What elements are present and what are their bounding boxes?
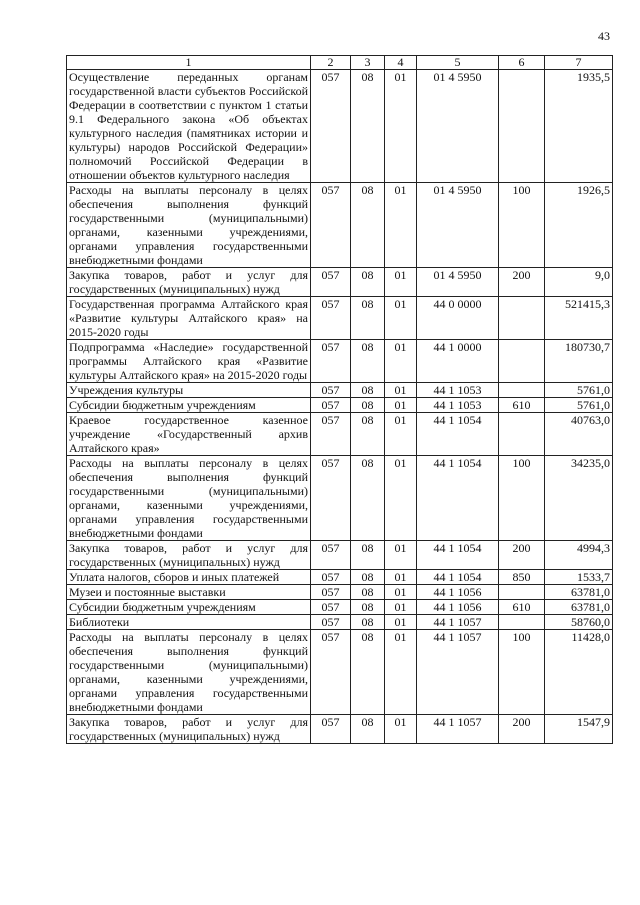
- row-subsection-code: 01: [385, 297, 417, 340]
- row-ved-code: 057: [311, 715, 351, 744]
- row-subsection-code: 01: [385, 340, 417, 383]
- table-row: [67, 615, 613, 630]
- row-section-code: 08: [351, 413, 385, 456]
- row-expense-type: [499, 383, 545, 398]
- row-section-code: 08: [351, 340, 385, 383]
- header-col-4: 4: [385, 56, 417, 70]
- row-amount: 1533,7: [545, 570, 613, 585]
- header-col-6: 6: [499, 56, 545, 70]
- row-section-code: 08: [351, 541, 385, 570]
- row-section-code: 08: [351, 585, 385, 600]
- row-ved-code: 057: [311, 600, 351, 615]
- table-row: [67, 297, 613, 340]
- row-ved-code: 057: [311, 585, 351, 600]
- row-target-code: 44 1 1054: [417, 570, 499, 585]
- row-name: Субсидии бюджетным учреждениям: [67, 398, 311, 413]
- row-amount: 34235,0: [545, 456, 613, 541]
- row-target-code: 01 4 5950: [417, 268, 499, 297]
- row-amount: 63781,0: [545, 585, 613, 600]
- row-name: Закупка товаров, работ и услуг для государственных (муниципальных) нужд: [67, 541, 311, 570]
- row-section-code: 08: [351, 570, 385, 585]
- row-amount: 11428,0: [545, 630, 613, 715]
- row-ved-code: 057: [311, 541, 351, 570]
- row-subsection-code: 01: [385, 615, 417, 630]
- row-amount: 40763,0: [545, 413, 613, 456]
- table-row: [67, 398, 613, 413]
- row-amount: 4994,3: [545, 541, 613, 570]
- row-expense-type: 100: [499, 456, 545, 541]
- table-row: [67, 413, 613, 456]
- table-row: [67, 541, 613, 570]
- row-name: Закупка товаров, работ и услуг для государственных (муниципальных) нужд: [67, 715, 311, 744]
- row-amount: 180730,7: [545, 340, 613, 383]
- table-row: [67, 70, 613, 183]
- row-subsection-code: 01: [385, 268, 417, 297]
- row-ved-code: 057: [311, 183, 351, 268]
- row-target-code: 44 1 1057: [417, 630, 499, 715]
- row-name: Уплата налогов, сборов и иных платежей: [67, 570, 311, 585]
- row-ved-code: 057: [311, 630, 351, 715]
- table-row: [67, 268, 613, 297]
- header-col-2: 2: [311, 56, 351, 70]
- row-section-code: 08: [351, 183, 385, 268]
- row-target-code: 01 4 5950: [417, 70, 499, 183]
- row-expense-type: [499, 340, 545, 383]
- row-expense-type: 610: [499, 600, 545, 615]
- row-subsection-code: 01: [385, 398, 417, 413]
- row-ved-code: 057: [311, 456, 351, 541]
- row-expense-type: [499, 297, 545, 340]
- row-target-code: 44 1 1053: [417, 398, 499, 413]
- row-amount: 63781,0: [545, 600, 613, 615]
- row-ved-code: 057: [311, 297, 351, 340]
- row-ved-code: 057: [311, 383, 351, 398]
- row-name: Учреждения культуры: [67, 383, 311, 398]
- row-section-code: 08: [351, 383, 385, 398]
- header-col-7: 7: [545, 56, 613, 70]
- row-name: Государственная программа Алтайского края «Развитие культуры Алтайского края» на 2015-2020 годы: [67, 297, 311, 340]
- row-amount: 5761,0: [545, 383, 613, 398]
- row-amount: 1547,9: [545, 715, 613, 744]
- row-section-code: 08: [351, 70, 385, 183]
- row-expense-type: [499, 615, 545, 630]
- row-target-code: 44 1 1057: [417, 615, 499, 630]
- row-expense-type: [499, 70, 545, 183]
- row-amount: 58760,0: [545, 615, 613, 630]
- row-ved-code: 057: [311, 398, 351, 413]
- row-ved-code: 057: [311, 570, 351, 585]
- row-subsection-code: 01: [385, 585, 417, 600]
- row-name: Музеи и постоянные выставки: [67, 585, 311, 600]
- row-section-code: 08: [351, 297, 385, 340]
- row-subsection-code: 01: [385, 413, 417, 456]
- row-subsection-code: 01: [385, 715, 417, 744]
- row-section-code: 08: [351, 268, 385, 297]
- table-row: [67, 630, 613, 715]
- row-expense-type: 200: [499, 541, 545, 570]
- row-name: Расходы на выплаты персоналу в целях обеспечения выполнения функций государственными (муниципальными) органами, казенными учреждениями, органами управления государственными внебюджетными фондами: [67, 630, 311, 715]
- row-amount: 1926,5: [545, 183, 613, 268]
- row-subsection-code: 01: [385, 383, 417, 398]
- header-col-3: 3: [351, 56, 385, 70]
- table-body: [67, 70, 613, 744]
- row-target-code: 44 1 1054: [417, 456, 499, 541]
- table-row: [67, 340, 613, 383]
- row-subsection-code: 01: [385, 456, 417, 541]
- row-amount: 9,0: [545, 268, 613, 297]
- row-expense-type: 850: [499, 570, 545, 585]
- row-ved-code: 057: [311, 340, 351, 383]
- row-subsection-code: 01: [385, 541, 417, 570]
- row-expense-type: 200: [499, 268, 545, 297]
- row-ved-code: 057: [311, 413, 351, 456]
- row-name: Подпрограмма «Наследие» государственной программы Алтайского края «Развитие культуры Алтайского края» на 2015-2020 годы: [67, 340, 311, 383]
- row-name: Краевое государственное казенное учреждение «Государственный архив Алтайского края»: [67, 413, 311, 456]
- row-target-code: 44 1 1053: [417, 383, 499, 398]
- row-amount: 521415,3: [545, 297, 613, 340]
- row-expense-type: 100: [499, 630, 545, 715]
- row-amount: 5761,0: [545, 398, 613, 413]
- row-subsection-code: 01: [385, 183, 417, 268]
- table-row: [67, 456, 613, 541]
- row-name: Осуществление переданных органам государственной власти субъектов Российской Федерации в соответствии с пунктом 1 статьи 9.1 Федерального закона «Об объектах культурного наследия (памятниках истории и культуры) народов Российской Федерации» полномочий Российской Федерации в отношении объектов культурного наследия: [67, 70, 311, 183]
- row-target-code: 44 1 1056: [417, 585, 499, 600]
- row-ved-code: 057: [311, 615, 351, 630]
- row-name: Расходы на выплаты персоналу в целях обеспечения выполнения функций государственными (муниципальными) органами, казенными учреждениями, органами управления государственными внебюджетными фондами: [67, 183, 311, 268]
- header-col-5: 5: [417, 56, 499, 70]
- header-col-1: 1: [67, 56, 311, 70]
- row-subsection-code: 01: [385, 570, 417, 585]
- row-subsection-code: 01: [385, 600, 417, 615]
- row-ved-code: 057: [311, 70, 351, 183]
- row-subsection-code: 01: [385, 70, 417, 183]
- row-target-code: 44 0 0000: [417, 297, 499, 340]
- table-row: [67, 585, 613, 600]
- row-section-code: 08: [351, 630, 385, 715]
- row-target-code: 01 4 5950: [417, 183, 499, 268]
- row-target-code: 44 1 0000: [417, 340, 499, 383]
- row-expense-type: [499, 585, 545, 600]
- table-row: [67, 570, 613, 585]
- row-expense-type: [499, 413, 545, 456]
- row-target-code: 44 1 1057: [417, 715, 499, 744]
- row-name: Библиотеки: [67, 615, 311, 630]
- budget-table: [66, 55, 613, 744]
- row-expense-type: 610: [499, 398, 545, 413]
- table-row: [67, 383, 613, 398]
- row-section-code: 08: [351, 600, 385, 615]
- table-row: [67, 600, 613, 615]
- row-ved-code: 057: [311, 268, 351, 297]
- header-row: [67, 56, 613, 70]
- row-subsection-code: 01: [385, 630, 417, 715]
- row-expense-type: 100: [499, 183, 545, 268]
- row-target-code: 44 1 1056: [417, 600, 499, 615]
- table-row: [67, 183, 613, 268]
- row-name: Закупка товаров, работ и услуг для государственных (муниципальных) нужд: [67, 268, 311, 297]
- row-target-code: 44 1 1054: [417, 541, 499, 570]
- page-number: 43: [598, 29, 610, 43]
- row-section-code: 08: [351, 456, 385, 541]
- row-section-code: 08: [351, 715, 385, 744]
- table-row: [67, 715, 613, 744]
- row-amount: 1935,5: [545, 70, 613, 183]
- row-target-code: 44 1 1054: [417, 413, 499, 456]
- row-section-code: 08: [351, 398, 385, 413]
- row-section-code: 08: [351, 615, 385, 630]
- row-name: Субсидии бюджетным учреждениям: [67, 600, 311, 615]
- row-name: Расходы на выплаты персоналу в целях обеспечения выполнения функций государственными (муниципальными) органами, казенными учреждениями, органами управления государственными внебюджетными фондами: [67, 456, 311, 541]
- row-expense-type: 200: [499, 715, 545, 744]
